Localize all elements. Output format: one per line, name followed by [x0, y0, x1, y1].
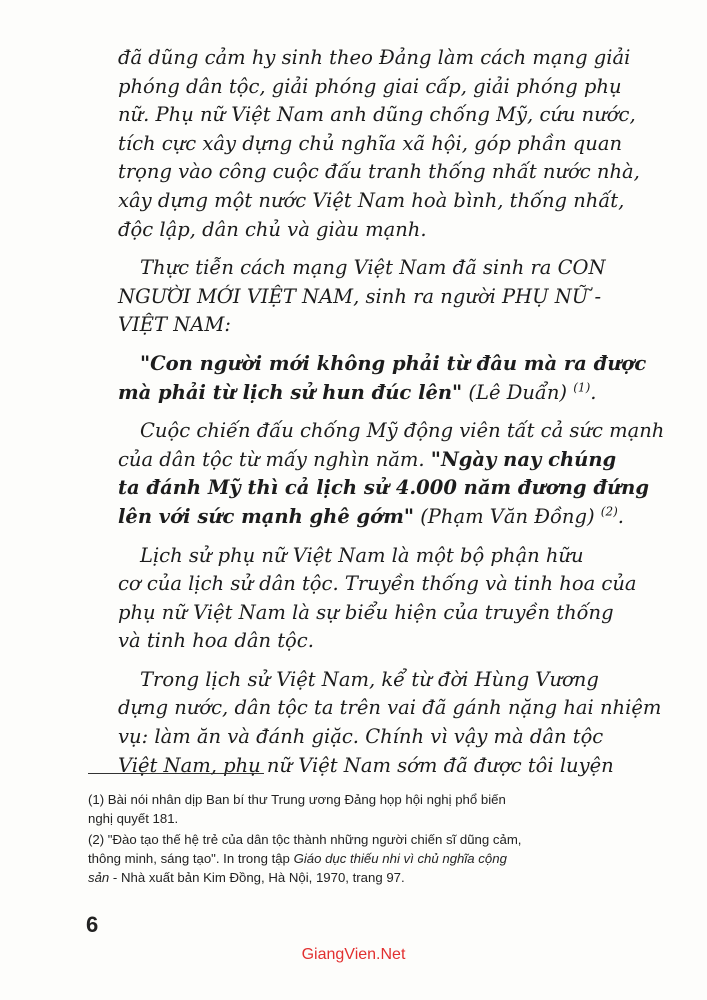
- footnote-divider: [88, 773, 264, 774]
- quote-author: (Lê Duẩn): [462, 380, 574, 404]
- footnote-1: [88, 790, 588, 828]
- quote-line: ta đánh Mỹ thì cả lịch sử 4.000 năm đương đứng: [118, 476, 649, 500]
- quote-bold-text: lên với sức mạnh ghê gớm": [118, 504, 414, 528]
- footnote-line: (1) Bài nói nhân dịp Ban bí thư Trung ương Đảng họp hội nghị phổ biến: [88, 792, 506, 807]
- quote-line: "Con người mới không phải từ đâu mà ra được: [140, 351, 647, 375]
- quote-bold-text: mà phải từ lịch sử hun đúc lên": [118, 380, 463, 404]
- text-line: và tinh hoa dân tộc.: [118, 629, 314, 653]
- footnote-text: - Nhà xuất bản Kim Đồng, Hà Nội, 1970, trang 97.: [109, 870, 405, 885]
- quote-line: [118, 503, 624, 532]
- text-line: VIỆT NAM:: [118, 313, 231, 337]
- footnotes: [88, 790, 588, 889]
- text-line: Cuộc chiến đấu chống Mỹ động viên tất cả sức mạnh: [140, 419, 665, 443]
- paragraph-1: [118, 44, 640, 244]
- watermark: GiangVien.Net: [301, 946, 406, 963]
- text-line: nữ. Phụ nữ Việt Nam anh dũng chống Mỹ, cứu nước,: [118, 103, 636, 127]
- text-line: tích cực xây dựng chủ nghĩa xã hội, góp phần quan: [118, 131, 623, 155]
- footnote-book-title: sản: [88, 870, 110, 885]
- text-line: [118, 446, 617, 475]
- text-line: NGƯỜI MỚI VIỆT NAM, sinh ra người PHỤ NỮ -: [118, 284, 602, 308]
- footnote-line: nghị quyết 181.: [88, 811, 179, 826]
- text-line: cơ của lịch sử dân tộc. Truyền thống và tinh hoa của: [118, 572, 637, 596]
- text-line: vụ: làm ăn và đánh giặc. Chính vì vậy mà dân tộc: [118, 725, 604, 749]
- text-line: Thực tiễn cách mạng Việt Nam đã sinh ra CON: [140, 256, 606, 280]
- text-line: Việt Nam, phụ nữ Việt Nam sớm đã được tôi luyện: [118, 753, 614, 777]
- period: .: [617, 504, 624, 528]
- text-line: phóng dân tộc, giải phóng giai cấp, giải phóng phụ: [118, 74, 622, 98]
- text-line: độc lập, dân chủ và giàu mạnh.: [118, 217, 427, 241]
- quote-line: [118, 379, 597, 408]
- quote-le-duan: [118, 350, 647, 407]
- footnote-line: (2) "Đào tạo thế hệ trẻ của dân tộc thành những người chiến sĩ dũng cảm,: [88, 832, 522, 847]
- footnote-ref-2: (2): [600, 504, 618, 519]
- text-line: Lịch sử phụ nữ Việt Nam là một bộ phận hữu: [140, 543, 584, 567]
- text-line: trọng vào công cuộc đấu tranh thống nhất nước nhà,: [118, 160, 640, 184]
- text-normal: của dân tộc từ mấy nghìn năm.: [118, 447, 431, 471]
- paragraph-4: [118, 542, 637, 656]
- footnote-2: [88, 830, 588, 887]
- paragraph-2: [118, 254, 606, 340]
- text-line: dựng nước, dân tộc ta trên vai đã gánh nặng hai nhiệm: [118, 696, 662, 720]
- text-line: xây dựng một nước Việt Nam hoà bình, thống nhất,: [118, 188, 625, 212]
- text-line: đã dũng cảm hy sinh theo Đảng làm cách mạng giải: [118, 46, 631, 69]
- footnote-book-title: Giáo dục thiếu nhi vì chủ nghĩa cộng: [293, 851, 507, 866]
- quote-author: (Phạm Văn Đồng): [414, 504, 601, 528]
- page-number: 6: [86, 912, 99, 937]
- period: .: [590, 380, 597, 404]
- quote-bold-text: "Ngày nay chúng: [430, 447, 617, 471]
- footnote-text: thông minh, sáng tạo". In trong tập: [88, 851, 294, 866]
- footnote-line: [88, 849, 588, 868]
- text-line: Trong lịch sử Việt Nam, kể từ đời Hùng Vương: [140, 667, 599, 691]
- footnote-line: [88, 868, 588, 887]
- footnote-ref-1: (1): [573, 380, 591, 395]
- body-text: [118, 44, 665, 790]
- text-line: phụ nữ Việt Nam là sự biểu hiện của truyền thống: [118, 600, 614, 624]
- paragraph-3: [118, 417, 665, 531]
- paragraph-5: [118, 666, 662, 780]
